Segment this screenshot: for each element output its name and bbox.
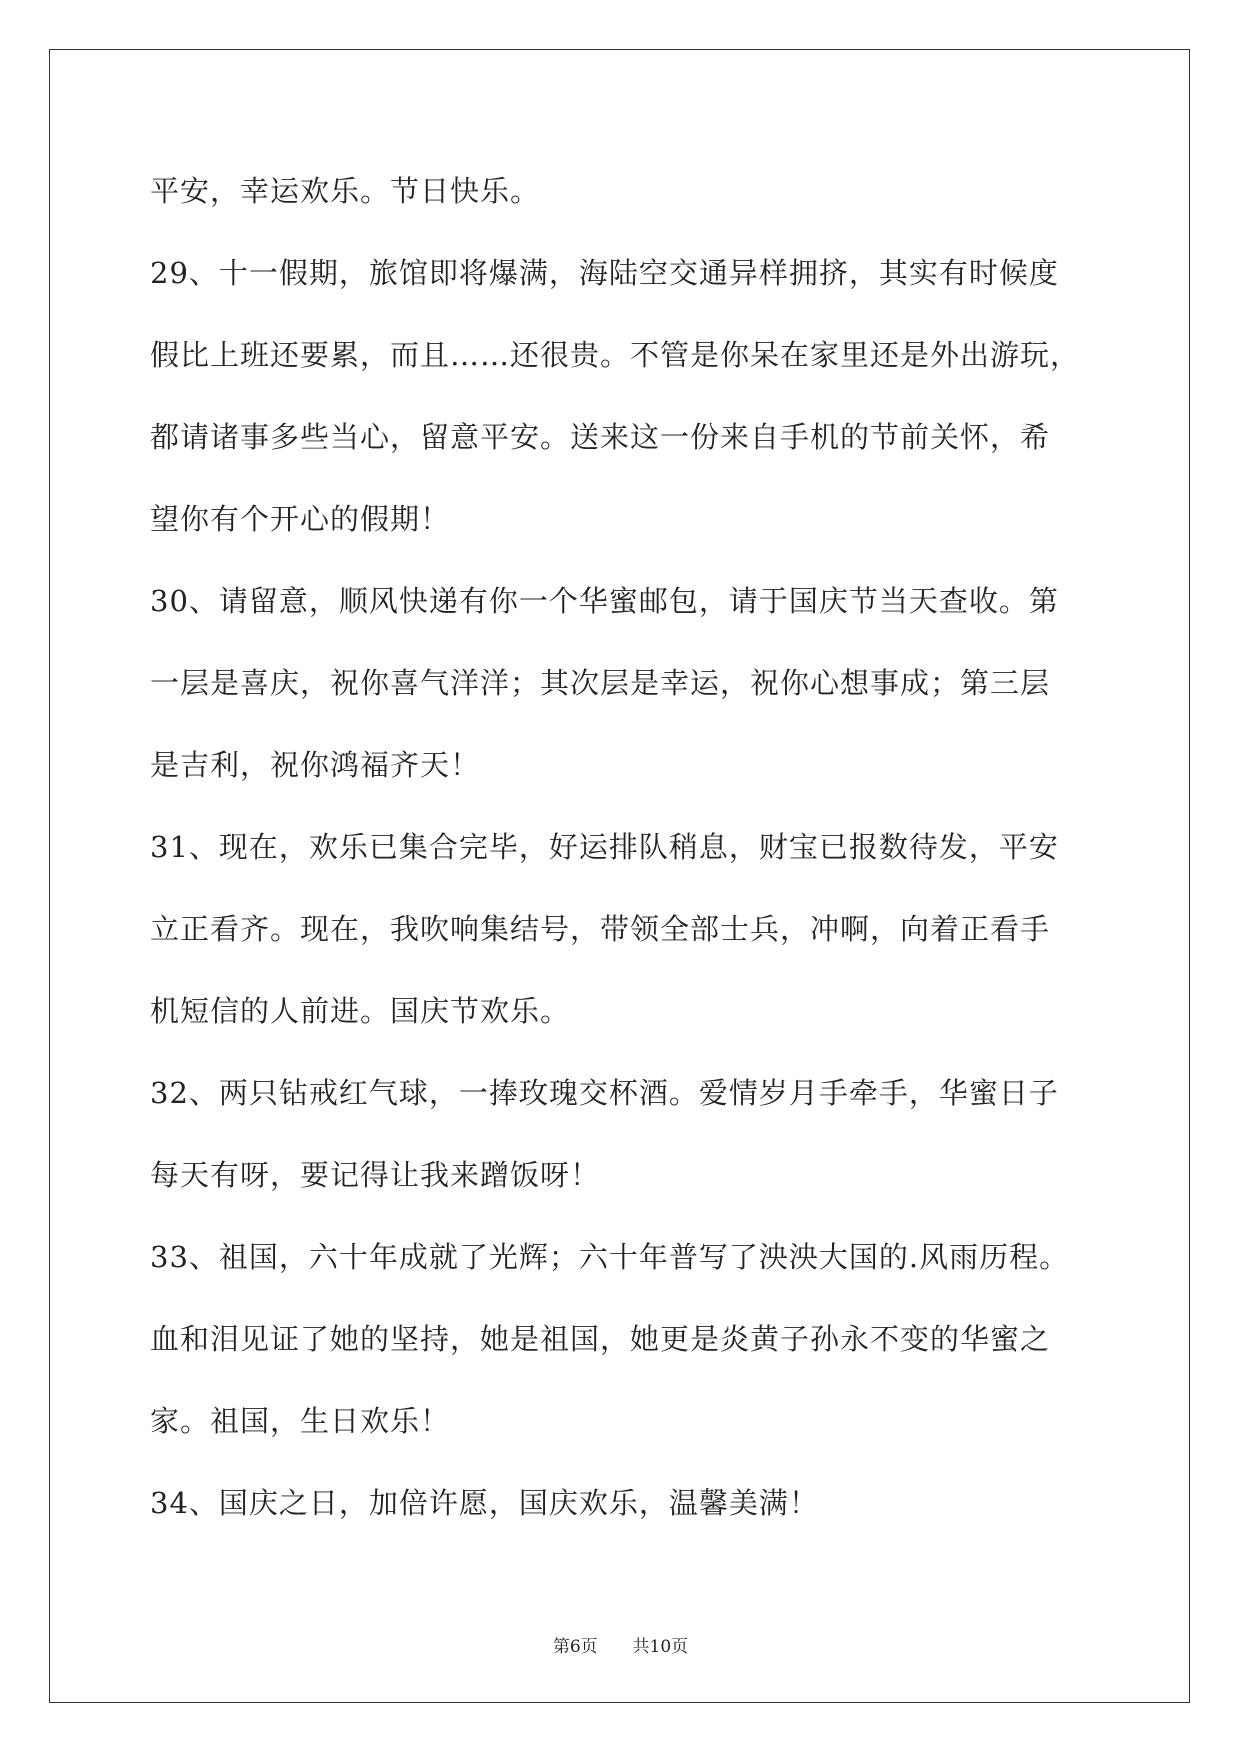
text-line: 30、请留意，顺风快递有你一个华蜜邮包，请于国庆节当天查收。第 bbox=[150, 584, 1059, 618]
text-line: 望你有个开心的假期！ bbox=[150, 502, 451, 536]
text-line: 每天有呀，要记得让我来蹭饭呀！ bbox=[150, 1158, 601, 1192]
page-number: 第6页 bbox=[552, 1637, 598, 1657]
text-line: 是吉利，祝你鸿福齐天！ bbox=[150, 748, 481, 782]
text-line: 机短信的人前进。国庆节欢乐。 bbox=[150, 994, 571, 1028]
text-line: 29、十一假期，旅馆即将爆满，海陆空交通异样拥挤，其实有时候度 bbox=[150, 256, 1059, 290]
text-line: 一层是喜庆，祝你喜气洋洋；其次层是幸运，祝你心想事成；第三层 bbox=[150, 666, 1051, 700]
text-line: 31、现在，欢乐已集合完毕，好运排队稍息，财宝已报数待发，平安 bbox=[150, 830, 1059, 864]
text-line: 都请诸事多些当心，留意平安。送来这一份来自手机的节前关怀，希 bbox=[150, 420, 1051, 454]
text-line: 血和泪见证了她的坚持，她是祖国，她更是炎黄子孙永不变的华蜜之 bbox=[150, 1322, 1051, 1356]
page-footer bbox=[0, 1632, 1241, 1657]
page-total: 共10页 bbox=[632, 1637, 689, 1657]
text-line: 平安，幸运欢乐。节日快乐。 bbox=[150, 174, 541, 208]
text-line: 34、国庆之日，加倍许愿，国庆欢乐，温馨美满！ bbox=[150, 1486, 819, 1520]
text-line: 家。祖国，生日欢乐！ bbox=[150, 1404, 451, 1438]
text-line: 33、祖国，六十年成就了光辉；六十年普写了泱泱大国的.风雨历程。 bbox=[150, 1240, 1070, 1274]
text-line: 假比上班还要累，而且……还很贵。不管是你呆在家里还是外出游玩， bbox=[150, 338, 1081, 372]
text-line: 立正看齐。现在，我吹响集结号，带领全部士兵，冲啊，向着正看手 bbox=[150, 912, 1051, 946]
text-line: 32、两只钻戒红气球，一捧玫瑰交杯酒。爱情岁月手牵手，华蜜日子 bbox=[150, 1076, 1059, 1110]
document-body bbox=[150, 160, 1100, 1554]
